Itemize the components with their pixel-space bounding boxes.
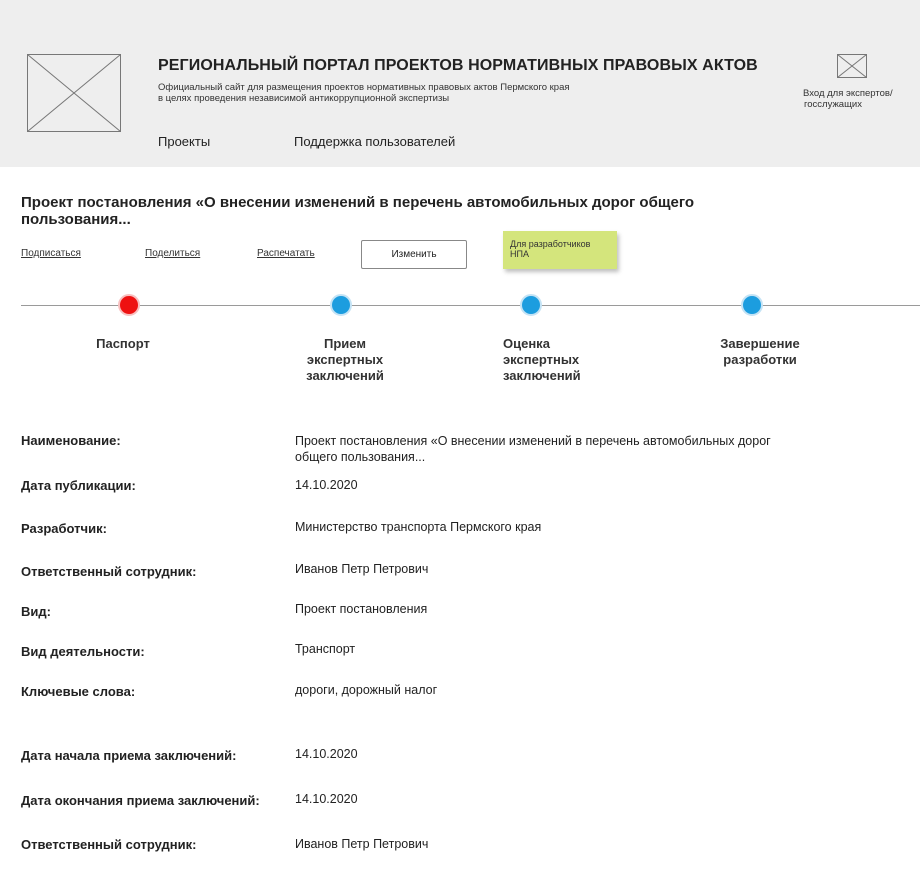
step-label-line: разработки [723,352,797,367]
subscribe-link[interactable]: Подписаться [21,248,81,259]
progress-timeline-line [21,305,920,306]
field-value-developer: Министерство транспорта Пермского края [295,520,542,534]
portal-subtitle-line: Официальный сайт для размещения проектов нормативных правовых актов Пермского края [158,82,570,93]
field-value-line: Проект постановления «О внесении изменений в перечень автомобильных дорог [295,434,771,448]
print-link[interactable]: Распечатать [257,248,315,259]
step-label-line: Паспорт [96,336,150,351]
field-label-keywords: Ключевые слова: [21,684,136,699]
field-value-responsible: Иванов Петр Петрович [295,562,429,576]
step-label-line: заключений [503,368,581,383]
field-value-responsible-2: Иванов Петр Петрович [295,837,429,851]
field-label-activity: Вид деятельности: [21,644,145,659]
step-dot-reception[interactable] [330,294,352,316]
edit-button[interactable]: Изменить [361,240,467,269]
portal-subtitle-line: в целях проведения независимой антикоррупционной экспертизы [158,93,450,104]
step-label-line: экспертных [306,352,384,367]
site-header [0,0,920,167]
step-dot-evaluation[interactable] [520,294,542,316]
field-label-reception-end: Дата окончания приема заключений: [21,793,260,808]
step-label-reception[interactable] [295,336,395,384]
developer-note-line: Для разработчиков [510,239,591,249]
step-label-evaluation[interactable] [503,336,603,384]
field-value-line: общего пользования... [295,450,426,464]
field-label-reception-start: Дата начала приема заключений: [21,748,237,763]
step-label-line: заключений [306,368,384,383]
step-label-passport[interactable] [73,336,173,352]
field-label-name: Наименование: [21,433,121,448]
nav-projects[interactable]: Проекты [158,134,211,149]
step-dot-passport[interactable] [118,294,140,316]
developer-note [503,231,617,269]
step-label-line: экспертных [503,352,580,367]
field-value-type: Проект постановления [295,602,428,616]
share-link[interactable]: Поделиться [145,248,201,259]
field-label-type: Вид: [21,604,51,619]
developer-note-line: НПА [510,249,529,259]
portal-subtitle [158,82,570,104]
step-label-completion[interactable] [700,336,820,368]
field-label-publication-date: Дата публикации: [21,478,136,493]
field-value-activity: Транспорт [295,642,356,656]
field-value-publication-date: 14.10.2020 [295,478,358,492]
portal-title: РЕГИОНАЛЬНЫЙ ПОРТАЛ ПРОЕКТОВ НОРМАТИВНЫХ ПРАВОВЫХ АКТОВ [158,57,758,74]
field-label-responsible: Ответственный сотрудник: [21,564,197,579]
step-label-line: Завершение [720,336,800,351]
expert-login-label-line: госслужащих [804,99,862,110]
field-value-keywords: дороги, дорожный налог [295,683,438,697]
expert-login-label-line: Вход для экспертов/ [803,88,893,99]
step-label-line: Прием [324,336,366,351]
envelope-icon [837,54,867,78]
field-value-name [295,433,895,465]
step-dot-completion[interactable] [741,294,763,316]
field-value-reception-start: 14.10.2020 [295,747,358,761]
field-label-responsible-2: Ответственный сотрудник: [21,837,197,852]
image-placeholder-icon [27,54,121,132]
nav-user-support[interactable]: Поддержка пользователей [294,134,456,149]
field-label-developer: Разработчик: [21,521,107,536]
project-title: Проект постановления «О внесении изменений в перечень автомобильных дорог общего пользования... [21,194,695,228]
step-label-line: Оценка [503,336,550,351]
expert-login-label [803,88,893,110]
field-value-reception-end: 14.10.2020 [295,792,358,806]
